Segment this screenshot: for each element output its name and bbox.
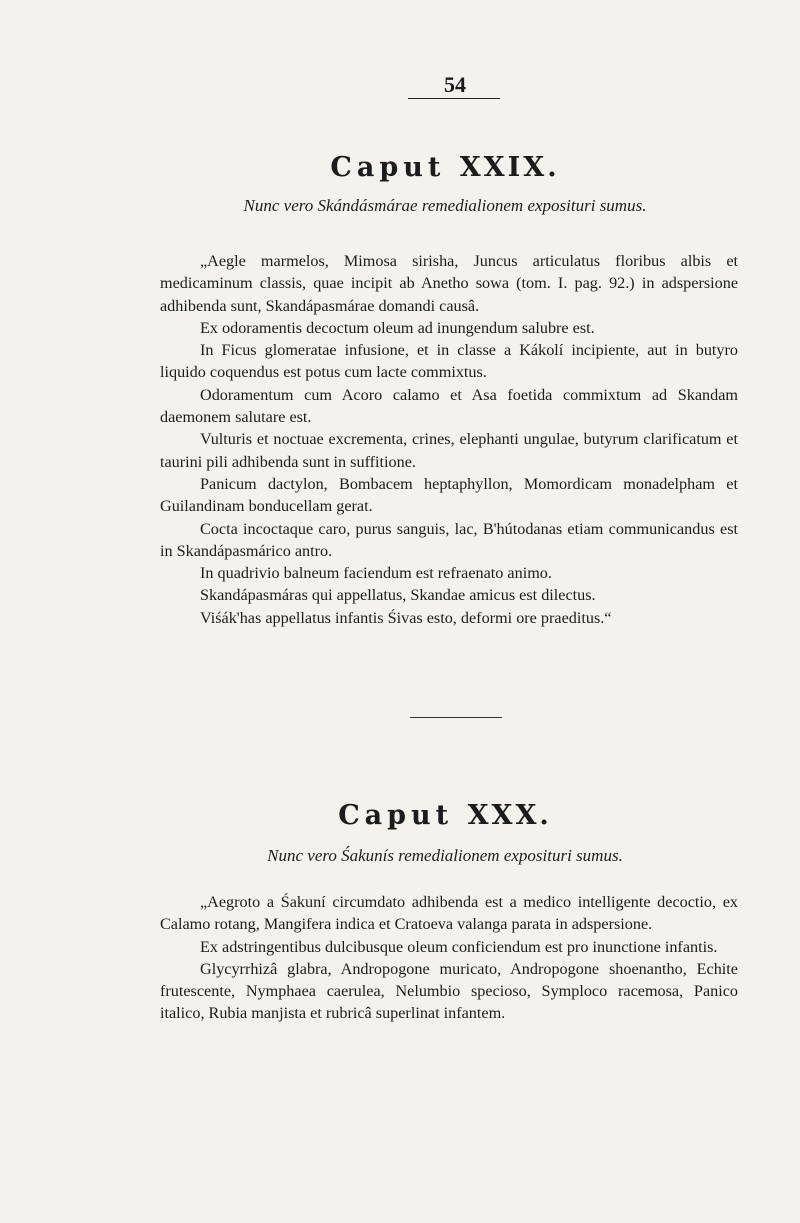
- chapter-heading-word: Caput: [330, 152, 446, 183]
- page-number: 54: [444, 72, 466, 97]
- page-number-rule: [408, 98, 500, 99]
- chapter-heading-numeral: XXIX.: [459, 152, 560, 183]
- paragraph: Cocta incoctaque caro, purus sanguis, lac, B'hútodanas etiam communicandus est in Skandápasmárico antro.: [160, 519, 738, 560]
- chapter-heading: [160, 800, 730, 831]
- paragraph: In quadrivio balneum faciendum est refraenato animo.: [200, 564, 552, 583]
- paragraph: „Aegroto a Śakuní circumdato adhibenda est a medico intelligente decoctio, ex Calamo rotang, Mangifera indica et Cratoeva valanga parata in adspersione.: [160, 893, 738, 934]
- paragraph: Ex adstringentibus dulcibusque oleum conficiendum est pro inunctione infantis.: [200, 937, 718, 956]
- paragraph: Vulturis et noctuae excrementa, crines, elephanti ungulae, butyrum clarificatum et taurini pili adhibenda sunt in suffitione.: [160, 430, 738, 471]
- paragraph: In Ficus glomeratae infusione, et in classe a Kákolí incipiente, aut in butyro liquido coquendus est potus cum lacte commixtus.: [160, 341, 738, 382]
- paragraph: Glycyrrhizâ glabra, Andropogone muricato, Andropogone shoenantho, Echite frutescente, Nymphaea caerulea, Nelumbio specioso, Symploco racemosa, Panico italico, Rubia manjista et rubricâ superlinat infantem.: [160, 959, 738, 1023]
- paragraph: „Aegle marmelos, Mimosa sirisha, Juncus articulatus floribus albis et medicaminum classis, quae incipit ab Anetho sowa (tom. I. pag. 92.) in adspersione adhibenda sunt, Skandápasmárae domandi causâ.: [160, 252, 738, 315]
- paragraph: Skandápasmáras qui appellatus, Skandae amicus est dilectus.: [200, 586, 596, 605]
- chapter-text: [160, 891, 738, 1025]
- chapter-heading-word: Caput: [338, 800, 454, 831]
- paragraph: Ex odoramentis decoctum oleum ad inungendum salubre est.: [200, 318, 595, 337]
- chapter-heading-numeral: XXX.: [467, 800, 552, 831]
- chapter-text: [160, 250, 738, 629]
- paragraph: Viśák'has appellatus infantis Śivas esto, deformi ore praeditus.“: [200, 608, 612, 627]
- paragraph: Panicum dactylon, Bombacem heptaphyllon, Momordicam monadelpham et Guilandinam bonducellam gerat.: [160, 474, 738, 516]
- chapter-heading: [160, 152, 730, 183]
- paragraph: Odoramentum cum Acoro calamo et Asa foetida commixtum ad Skandam daemonem salutare est.: [160, 385, 738, 427]
- section-divider: [410, 717, 502, 718]
- chapter-subtitle: Nunc vero Skándásmárae remedialionem exposituri sumus.: [243, 196, 647, 215]
- chapter-subtitle: Nunc vero Śakunís remedialionem exposituri sumus.: [267, 846, 623, 865]
